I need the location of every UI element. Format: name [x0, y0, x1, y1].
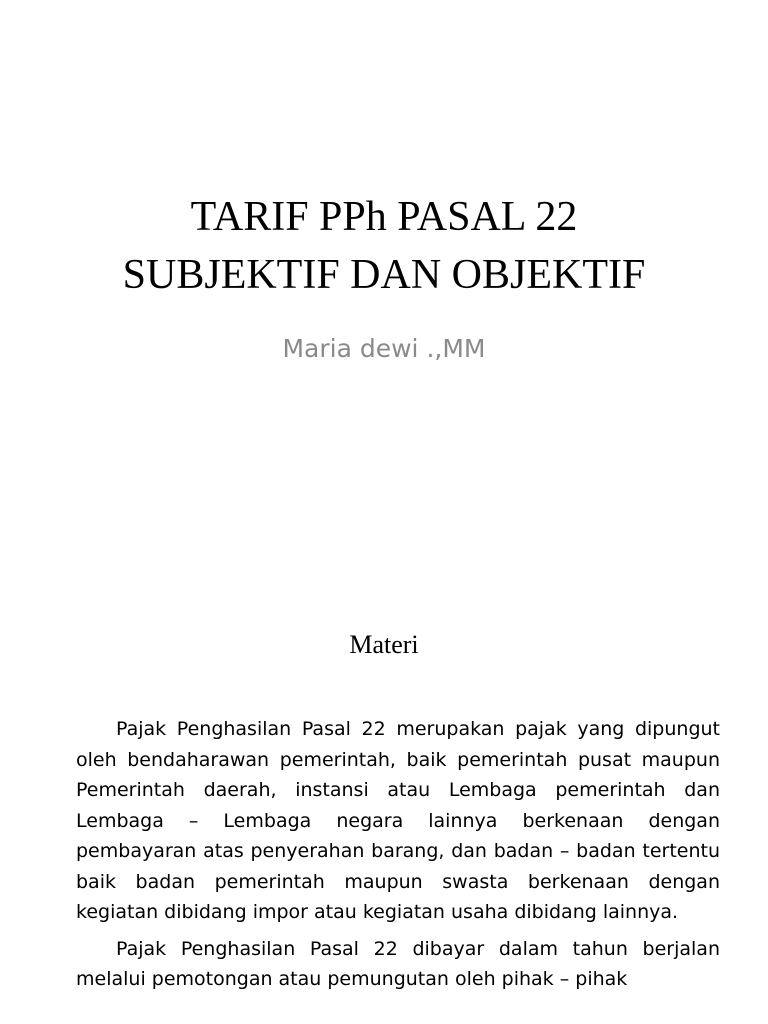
slide-title — [0, 188, 768, 304]
paragraph-2: Pajak Penghasilan Pasal 22 dibayar dalam tahun berjalan melalui pemotongan atau pemungutan oleh pihak – pihak — [76, 937, 720, 990]
paragraph-1: Pajak Penghasilan Pasal 22 merupakan pajak yang dipungut oleh bendaharawan pemerintah, baik pemerintah pusat maupun Pemerintah daerah, instansi atau Lembaga pemerintah dan Lembaga – Lembaga negara lainnya berkenaan dengan pembayaran atas penyerahan barang, dan badan – badan tertentu baik badan pemerintah maupun swasta berkenaan dengan kegiatan dibidang impor atau kegiatan usaha dibidang lainnya. — [76, 718, 720, 923]
slide-title-line-1: TARIF PPh PASAL 22 — [190, 194, 578, 240]
author-subtitle: Maria dewi .,MM — [282, 334, 486, 363]
body-text — [76, 714, 720, 1001]
section-heading: Materi — [349, 630, 419, 659]
slide-title-line-2: SUBJEKTIF DAN OBJEKTIF — [122, 252, 646, 298]
content-slide — [0, 576, 768, 1024]
